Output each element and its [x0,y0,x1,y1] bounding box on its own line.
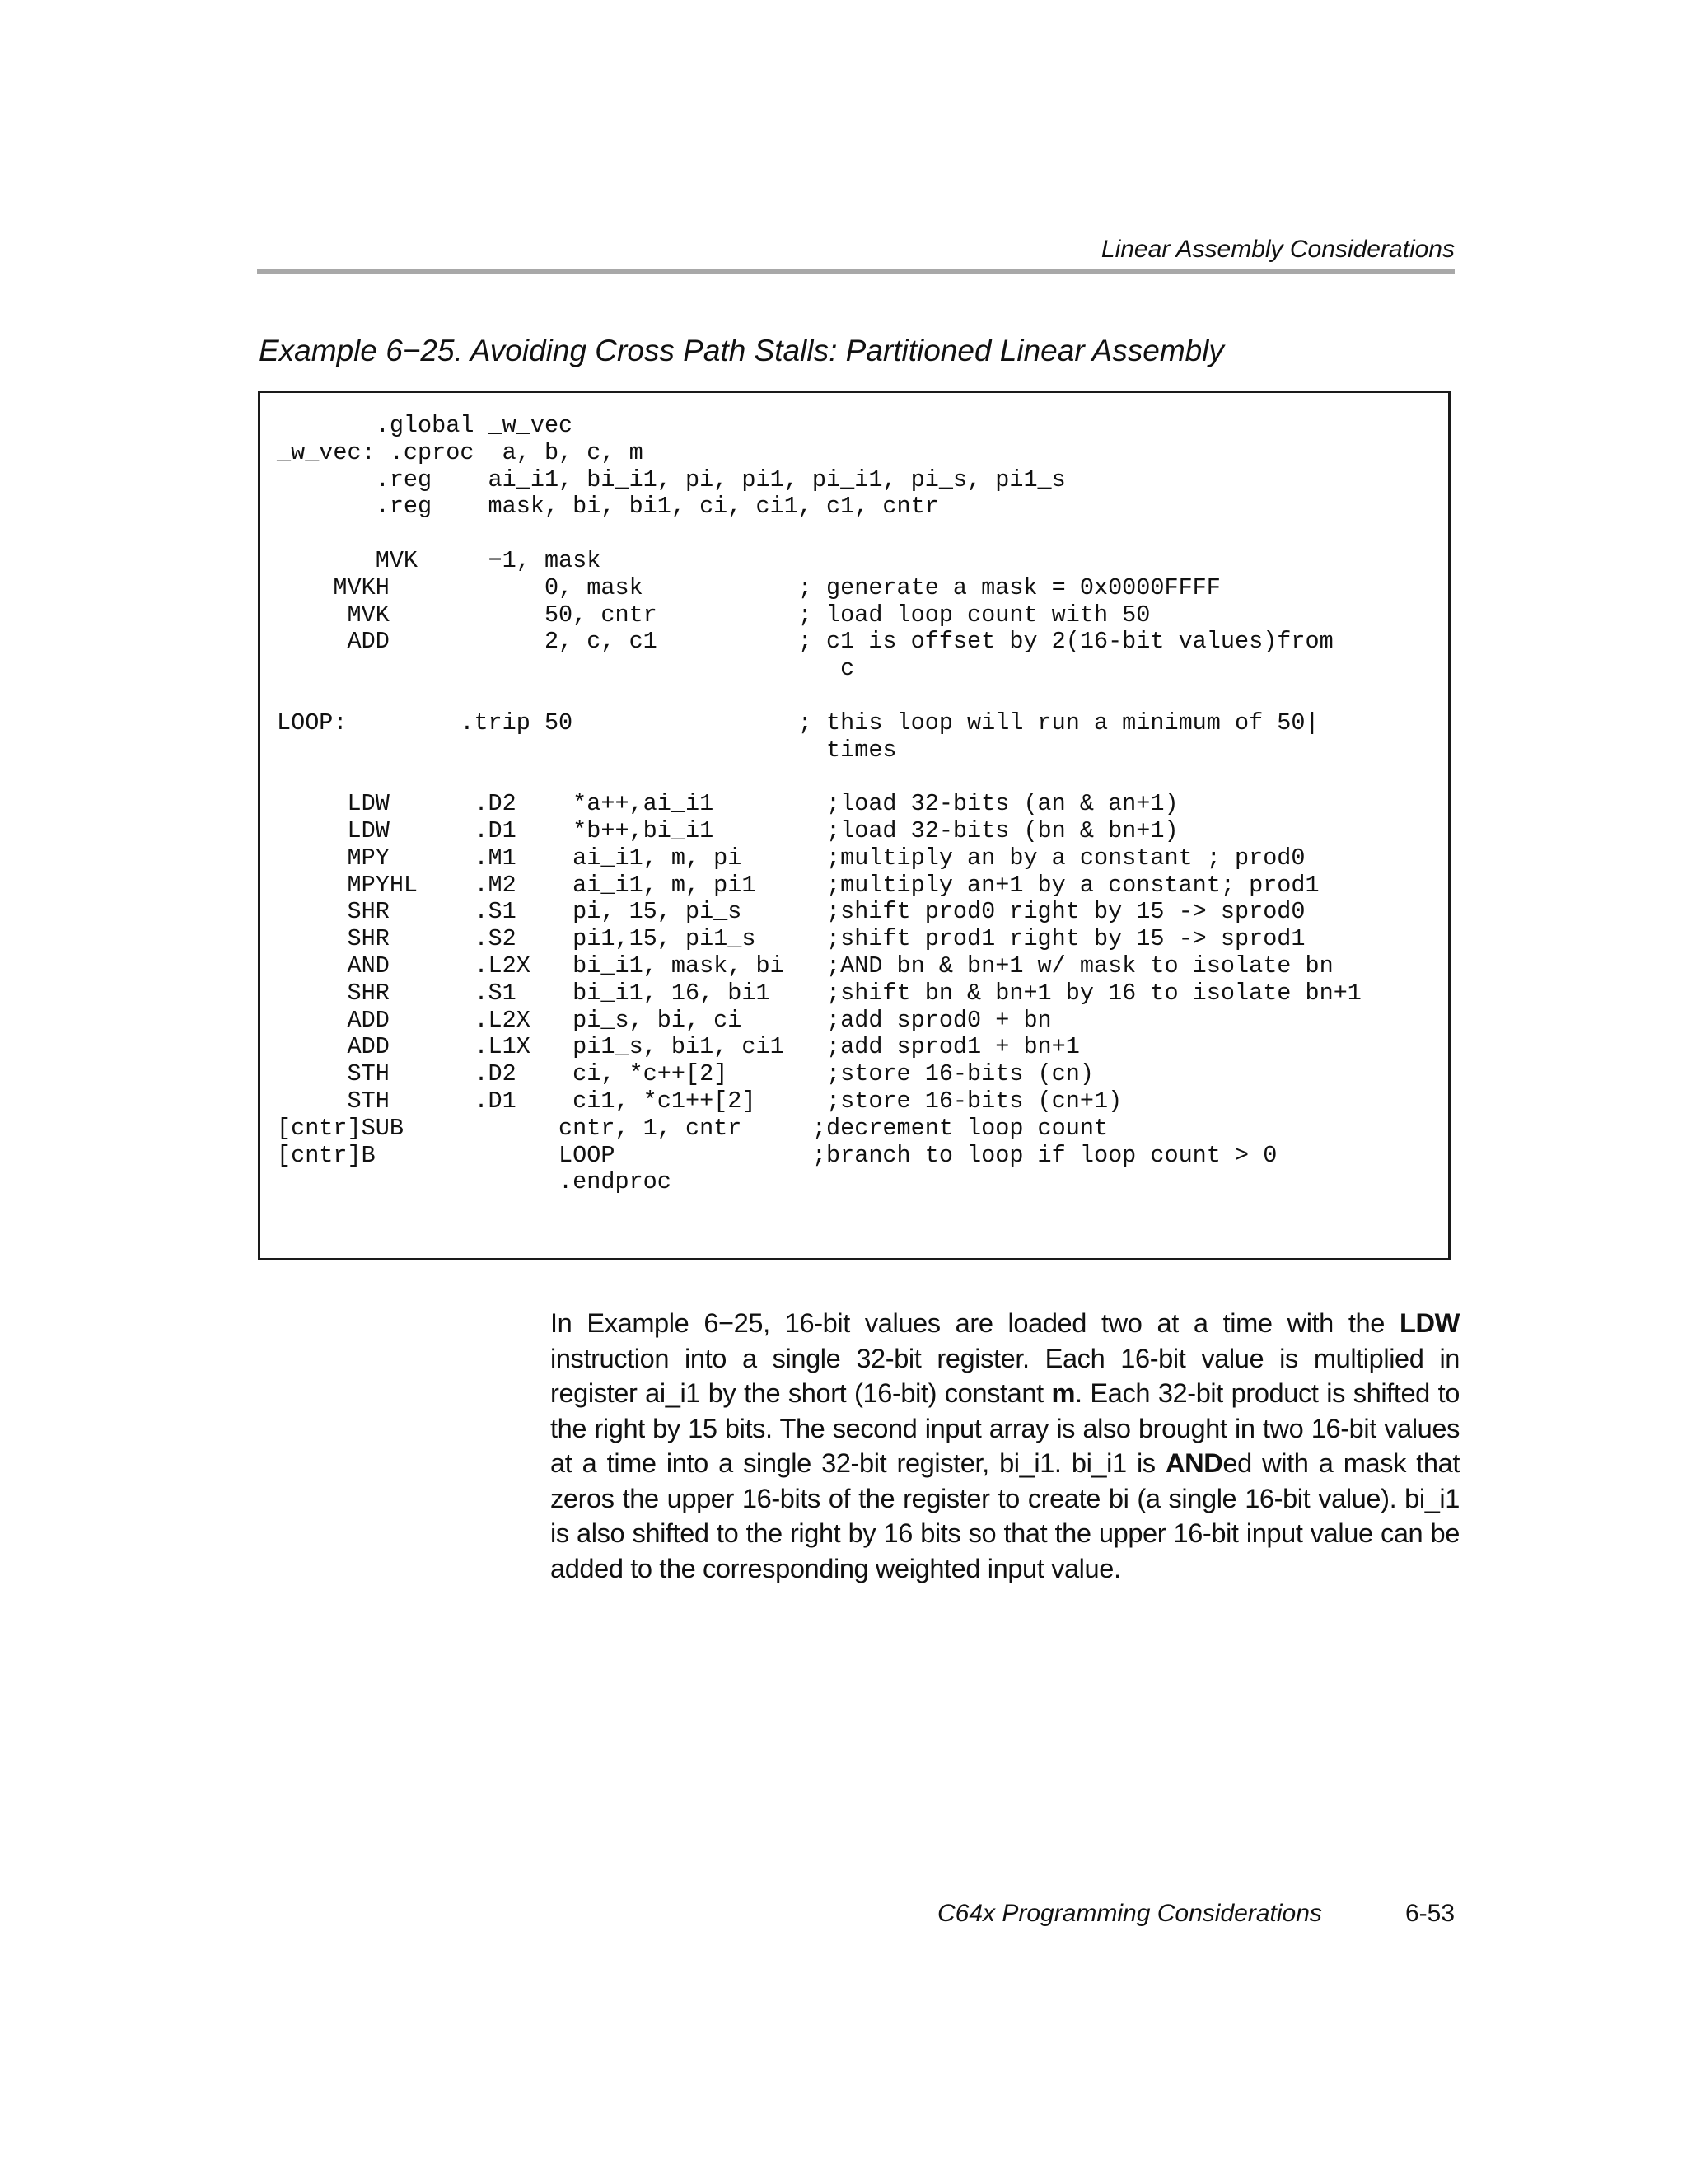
code-line: LOOP: .trip 50 ; this loop will run a minimum of 50| [277,709,1320,737]
code-line: [cntr]SUB cntr, 1, cntr ;decrement loop count [277,1114,1109,1142]
code-line: AND .L2X bi_i1, mask, bi ;AND bn & bn+1 w/ mask to isolate bn [277,952,1334,980]
page-number: 6-53 [1404,1900,1455,1927]
code-line: MVKH 0, mask ; generate a mask = 0x0000FFFF [277,573,1221,601]
running-header: Linear Assembly Considerations [1101,236,1455,263]
code-line: SHR .S2 pi1,15, pi1_s ;shift prod1 right by 15 -> sprod1 [277,925,1306,953]
body-bold-ldw: LDW [1400,1307,1460,1338]
body-text-2: instruction into a single 32-bit register. Each 16-bit value is multiplied in register ai_i1 by the short (16-bit) constant [550,1342,1460,1408]
body-paragraph [550,1306,1460,1586]
code-line: [cntr]B LOOP ;branch to loop if loop count > 0 [277,1141,1278,1169]
code-line: .reg mask, bi, bi1, ci, ci1, c1, cntr [277,493,939,521]
code-line: SHR .S1 pi, 15, pi_s ;shift prod0 right by 15 -> sprod0 [277,898,1306,926]
code-line: LDW .D2 *a++,ai_i1 ;load 32-bits (an & an+1) [277,790,1179,818]
code-line: MPY .M1 ai_i1, m, pi ;multiply an by a constant ; prod0 [277,844,1306,872]
body-bold-and: AND [1165,1447,1223,1478]
code-line: STH .D2 ci, *c++[2] ;store 16-bits (cn) [277,1060,1094,1088]
code-line: SHR .S1 bi_i1, 16, bi1 ;shift bn & bn+1 by 16 to isolate bn+1 [277,979,1362,1007]
code-line: STH .D1 ci1, *c1++[2] ;store 16-bits (cn+1) [277,1087,1123,1115]
body-text-1: In Example 6−25, 16-bit values are loaded two at a time with the [550,1307,1400,1338]
code-line: MPYHL .M2 ai_i1, m, pi1 ;multiply an+1 by a constant; prod1 [277,871,1320,899]
example-title: Example 6−25. Avoiding Cross Path Stalls: Partitioned Linear Assembly [259,334,1224,367]
body-text-4: ed with a mask that zeros the upper 16-bits of the register to create bi (a single 16-bit value). bi_i1 is also shifted to the right by 16 bits so that the upper 16-bit input value can be added to the corresponding weighted input value. [550,1447,1460,1583]
code-listing-box [258,391,1451,1260]
footer-title: C64x Programming Considerations [937,1900,1322,1927]
code-line: _w_vec: .cproc a, b, c, m [277,438,643,466]
header-rule [257,269,1455,274]
code-line: times [277,736,897,764]
code-line: MVK −1, mask [277,546,601,574]
code-line: .reg ai_i1, bi_i1, pi, pi1, pi_i1, pi_s, pi1_s [277,465,1066,493]
code-line: .global _w_vec [277,412,573,439]
code-line: .endproc [277,1168,671,1196]
code-line: c [277,655,855,683]
code-line: ADD 2, c, c1 ; c1 is offset by 2(16-bit values)from [277,628,1334,656]
code-line: ADD .L1X pi1_s, bi1, ci1 ;add sprod1 + bn+1 [277,1033,1080,1061]
body-bold-m: m [1051,1377,1076,1408]
code-listing [277,413,1362,1196]
code-line: ADD .L2X pi_s, bi, ci ;add sprod0 + bn [277,1006,1052,1034]
body-text-3: . Each 32-bit product is shifted to the right by 15 bits. The second input array is also brought in two 16-bit values at a time into a single 32-bit register, bi_i1. bi_i1 is [550,1377,1460,1478]
code-line: LDW .D1 *b++,bi_i1 ;load 32-bits (bn & bn+1) [277,816,1179,844]
code-line: MVK 50, cntr ; load loop count with 50 [277,601,1151,629]
